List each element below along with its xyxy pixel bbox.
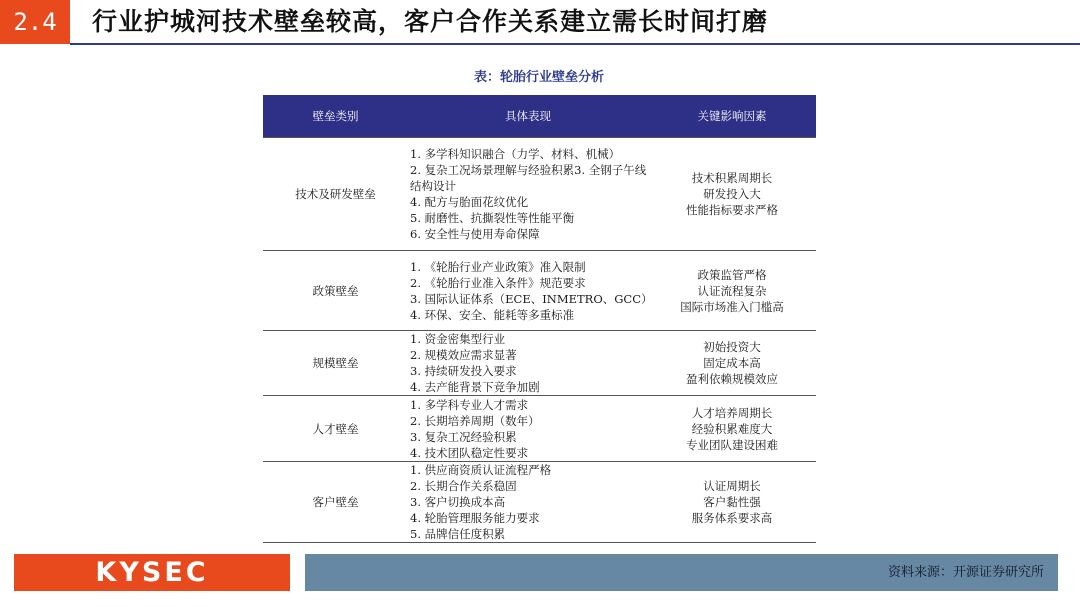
factor-item: 盈利依赖规模效应 — [686, 372, 778, 386]
barrier-details — [408, 251, 653, 331]
detail-item: 5. 耐磨性、抗撕裂性等性能平衡 — [410, 211, 575, 225]
barrier-analysis-table — [263, 95, 816, 543]
detail-item: 4. 环保、安全、能耗等多重标准 — [410, 307, 575, 322]
barrier-category: 客户壁垒 — [263, 462, 408, 543]
detail-item: 6. 安全性与使用寿命保障 — [410, 227, 540, 241]
column-header-category: 壁垒类别 — [263, 95, 408, 138]
key-factors — [648, 331, 816, 396]
detail-item: 2. 复杂工况场景理解与经验积累3. 全钢子午线结构设计 — [410, 163, 647, 193]
barrier-category: 政策壁垒 — [263, 251, 408, 331]
section-number: 2.4 — [0, 0, 70, 44]
detail-item: 2. 长期培养周期（数年） — [410, 413, 540, 428]
barrier-category: 规模壁垒 — [263, 331, 408, 396]
key-factors — [648, 138, 816, 251]
factor-item: 技术积累周期长 — [691, 171, 773, 185]
barrier-category: 人才壁垒 — [263, 396, 408, 462]
barrier-details — [408, 396, 648, 462]
factor-item: 认证周期长 — [703, 479, 761, 493]
factor-item: 服务体系要求高 — [691, 511, 773, 525]
detail-item: 3. 客户切换成本高 — [410, 495, 506, 509]
detail-item: 1. 多学科知识融合（力学、材料、机械） — [410, 147, 621, 161]
detail-item: 4. 轮胎管理服务能力要求 — [410, 511, 540, 525]
table-row — [263, 331, 816, 396]
table-row — [263, 251, 816, 331]
factor-item: 研发投入大 — [703, 187, 761, 201]
factor-item: 人才培养周期长 — [691, 405, 773, 420]
barrier-details — [408, 331, 648, 396]
factor-item: 政策监管严格 — [697, 267, 767, 282]
kysec-logo: KYSEC — [14, 554, 290, 591]
barrier-details — [408, 138, 648, 251]
detail-item: 2. 《轮胎行业准入条件》规范要求 — [410, 275, 586, 290]
detail-item: 4. 去产能背景下竞争加剧 — [410, 380, 540, 394]
key-factors — [648, 251, 816, 331]
source-note: 资料来源：开源证券研究所 — [887, 565, 1044, 580]
key-factors — [648, 462, 816, 543]
factor-item: 性能指标要求严格 — [686, 203, 778, 217]
table-row — [263, 396, 816, 462]
barrier-category: 技术及研发壁垒 — [263, 138, 408, 251]
key-factors — [648, 396, 816, 462]
column-header-details: 具体表现 — [408, 95, 648, 138]
barrier-details — [408, 462, 648, 543]
table-header-row — [263, 95, 816, 138]
detail-item: 3. 持续研发投入要求 — [410, 364, 517, 378]
header-divider — [70, 43, 1080, 45]
slide-title: 行业护城河技术壁垒较高，客户合作关系建立需长时间打磨 — [92, 7, 769, 36]
detail-item: 4. 配方与胎面花纹优化 — [410, 195, 529, 209]
detail-item: 3. 复杂工况经验积累 — [410, 429, 517, 444]
detail-item: 1. 多学科专业人才需求 — [410, 397, 529, 412]
detail-item: 2. 规模效应需求显著 — [410, 348, 517, 362]
footer-bar — [305, 554, 1058, 591]
detail-item: 1. 资金密集型行业 — [410, 332, 506, 346]
table-caption: 表：轮胎行业壁垒分析 — [473, 70, 604, 85]
factor-item: 固定成本高 — [703, 356, 761, 370]
detail-item: 2. 长期合作关系稳固 — [410, 479, 517, 493]
detail-item: 3. 国际认证体系（ECE、INMETRO、GCC） — [410, 291, 653, 306]
detail-item: 1. 《轮胎行业产业政策》准入限制 — [410, 259, 586, 274]
table-row — [263, 138, 816, 251]
table-row — [263, 462, 816, 543]
factor-item: 国际市场准入门槛高 — [680, 299, 784, 314]
column-header-factors: 关键影响因素 — [648, 95, 816, 138]
detail-item: 1. 供应商资质认证流程严格 — [410, 463, 552, 477]
detail-item: 4. 技术团队稳定性要求 — [410, 445, 529, 460]
factor-item: 客户黏性强 — [703, 495, 761, 509]
detail-item: 5. 品牌信任度积累 — [410, 527, 506, 541]
factor-item: 专业团队建设困难 — [686, 437, 778, 452]
factor-item: 初始投资大 — [703, 340, 761, 354]
factor-item: 经验积累难度大 — [691, 421, 773, 436]
factor-item: 认证流程复杂 — [697, 283, 767, 298]
